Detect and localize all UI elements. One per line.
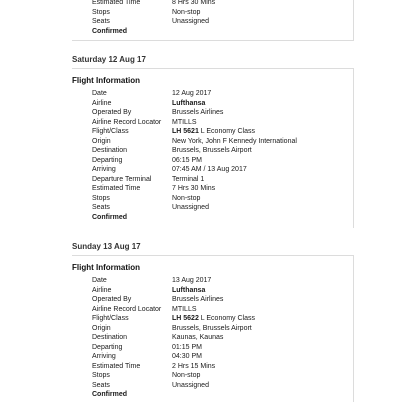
detail-label: Estimated Time [92, 185, 141, 192]
detail-row [72, 305, 353, 315]
detail-row [72, 343, 353, 353]
detail-value: Brussels, Brussels Airport [172, 147, 252, 154]
detail-label: Origin [92, 324, 111, 332]
detail-value: 07:45 AM / 13 Aug 2017 [172, 166, 247, 173]
detail-label: Airline [92, 286, 112, 294]
detail-label: Arriving [92, 353, 116, 360]
detail-label: Airline [92, 99, 112, 107]
detail-row [72, 286, 353, 296]
flight-information-section [72, 68, 354, 228]
detail-row [72, 314, 353, 324]
flight-number: LH 5621 [172, 128, 199, 135]
detail-value: Lufthansa [172, 99, 206, 107]
detail-row [72, 175, 353, 185]
detail-label: Seats [92, 204, 110, 211]
detail-value: 7 Hrs 30 Mins [172, 185, 216, 192]
detail-value: 8 Hrs 30 Mins [172, 0, 216, 6]
detail-label: Stops [92, 194, 110, 202]
detail-label: Operated By [92, 109, 132, 116]
detail-value: Non-stop [172, 194, 201, 202]
flight-details-list [72, 89, 353, 213]
detail-row [72, 381, 353, 391]
detail-row-estimated-time [72, 0, 353, 8]
flight-information-title: Flight Information [72, 76, 140, 85]
detail-value [172, 127, 353, 137]
detail-value: Lufthansa [172, 286, 206, 294]
detail-row [72, 108, 353, 118]
itinerary-page [72, 0, 354, 402]
flight-information-section [72, 255, 354, 402]
previous-flight-details [72, 0, 354, 41]
detail-row-seats [72, 17, 353, 27]
detail-label: Destination [92, 147, 128, 154]
detail-value: MTILLS [172, 118, 197, 126]
detail-value: Brussels Airlines [172, 109, 224, 116]
detail-label: Flight/Class [92, 315, 129, 322]
detail-row [72, 184, 353, 194]
detail-row [72, 146, 353, 156]
detail-row [72, 118, 353, 128]
detail-value: Unassigned [172, 381, 209, 389]
detail-row [72, 89, 353, 99]
detail-label: Date [92, 277, 107, 284]
flight-class: L Economy Class [198, 128, 256, 135]
detail-label: Operated By [92, 296, 132, 303]
detail-value: Terminal 1 [172, 175, 205, 183]
day-heading: Saturday 12 Aug 17 [72, 55, 146, 64]
detail-label: Seats [92, 381, 110, 389]
detail-label: Origin [92, 137, 111, 145]
detail-row [72, 295, 353, 305]
detail-value: Kaunas, Kaunas [172, 334, 224, 341]
detail-label: Arriving [92, 166, 116, 173]
detail-row [72, 137, 353, 147]
detail-row [72, 324, 353, 334]
detail-label: Flight/Class [92, 128, 129, 135]
detail-label: Stops [92, 8, 110, 16]
detail-label: Destination [92, 334, 128, 341]
detail-value [172, 314, 353, 324]
detail-value: Unassigned [172, 18, 209, 25]
detail-label: Seats [92, 18, 110, 25]
detail-value: 13 Aug 2017 [172, 277, 212, 284]
detail-label: Departing [92, 156, 123, 164]
detail-label: Stops [92, 372, 110, 379]
flight-details-list [72, 276, 353, 390]
detail-label: Departing [92, 343, 123, 351]
detail-value: Non-stop [172, 372, 201, 379]
confirmed-status: Confirmed [92, 27, 127, 35]
detail-value: Non-stop [172, 8, 201, 16]
detail-label: Airline Record Locator [92, 118, 162, 126]
detail-row [72, 203, 353, 213]
confirmed-status: Confirmed [92, 391, 127, 398]
detail-label: Estimated Time [92, 0, 141, 6]
detail-label: Departure Terminal [92, 175, 152, 183]
detail-value: 2 Hrs 15 Mins [172, 362, 216, 370]
detail-value: 06:15 PM [172, 156, 202, 164]
detail-row [72, 352, 353, 362]
detail-value: Brussels Airlines [172, 296, 224, 303]
detail-row [72, 156, 353, 166]
detail-row [72, 165, 353, 175]
detail-label: Estimated Time [92, 362, 141, 370]
detail-value: Unassigned [172, 204, 209, 211]
detail-value: MTILLS [172, 305, 197, 313]
detail-value: 01:15 PM [172, 343, 202, 351]
confirmed-status: Confirmed [92, 213, 127, 221]
detail-row-stops [72, 8, 353, 18]
detail-row [72, 333, 353, 343]
detail-label: Airline Record Locator [92, 305, 162, 313]
detail-row [72, 127, 353, 137]
detail-row [72, 371, 353, 381]
day-heading: Sunday 13 Aug 17 [72, 242, 141, 251]
detail-row [72, 362, 353, 372]
detail-value: Brussels, Brussels Airport [172, 324, 252, 332]
detail-row [72, 194, 353, 204]
flight-number: LH 5622 [172, 315, 199, 322]
detail-value: 12 Aug 2017 [172, 90, 212, 97]
detail-row [72, 276, 353, 286]
flight-class: L Economy Class [198, 315, 256, 322]
flight-information-title: Flight Information [72, 263, 140, 272]
detail-row [72, 99, 353, 109]
detail-label: Date [92, 90, 107, 97]
detail-value: 04:30 PM [172, 353, 202, 360]
detail-value: New York, John F Kennedy International [172, 137, 297, 145]
